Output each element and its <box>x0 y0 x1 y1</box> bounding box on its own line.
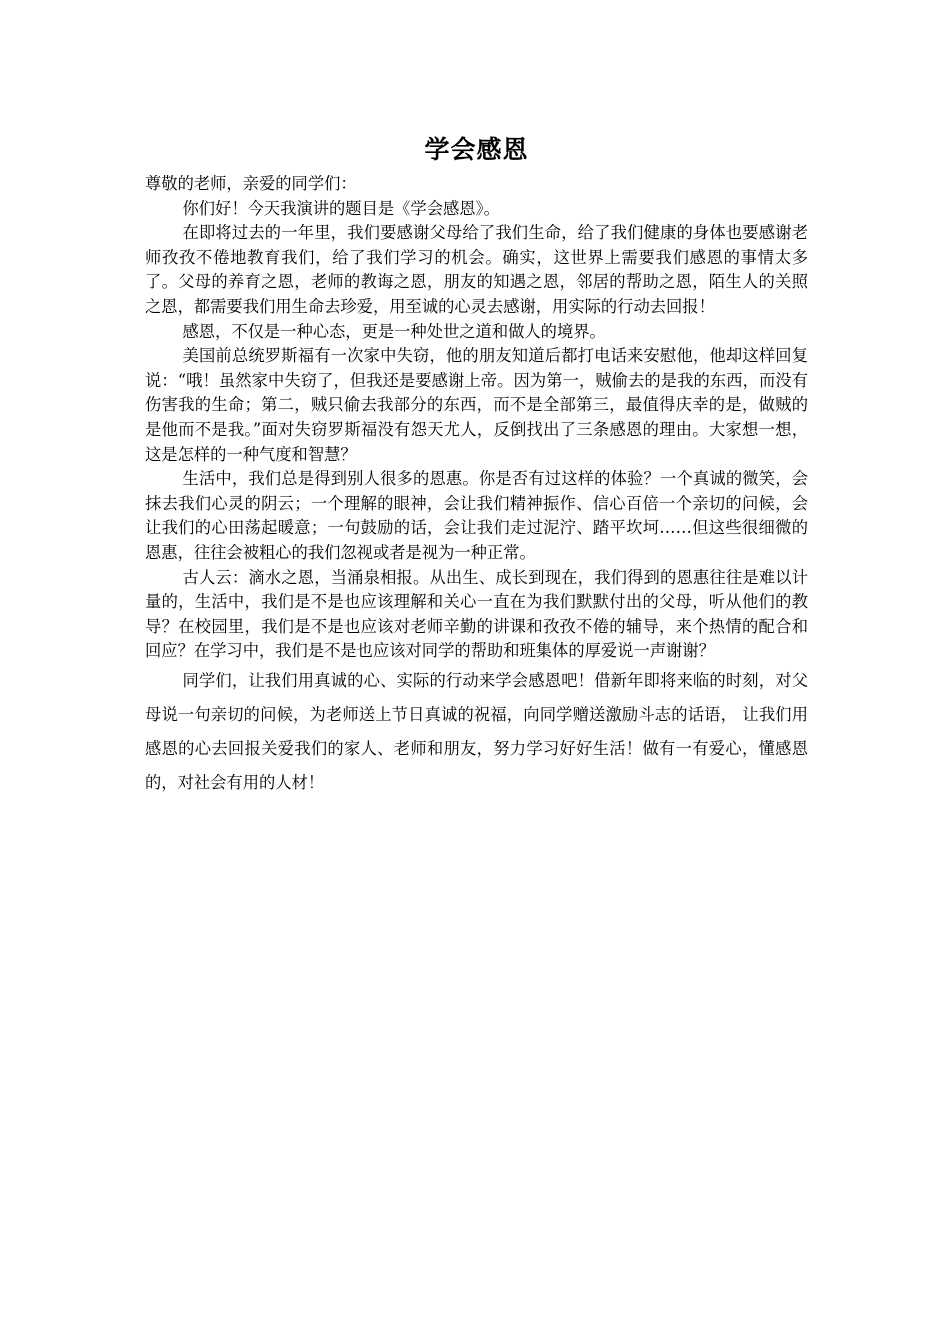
paragraph-gratitude-parents-teachers: 在即将过去的一年里，我们要感谢父母给了我们生命，给了我们健康的身体也要感谢老师孜孜不倦地教育我们，给了我们学习的机会。确实，这世界上需要我们感恩的事情太多了。父母的养育之恩，老师的教诲之恩，朋友的知遇之恩，邻居的帮助之恩，陌生人的关照之恩，都需要我们用生命去珍爱，用至诚的心灵去感谢，用实际的行动去回报！ <box>145 223 808 316</box>
paragraph-gratitude-definition: 感恩，不仅是一种心态，更是一种处世之道和做人的境界。 <box>182 321 606 341</box>
document-title: 学会感恩 <box>424 135 529 164</box>
salutation: 尊敬的老师，亲爱的同学们： <box>145 174 357 193</box>
paragraph-closing-call: 同学们，让我们用真诚的心、实际的行动来学会感恩吧！借新年即将来临的时刻，对父母说一句亲切的问候，为老师送上节日真诚的祝福，向同学赠送激励斗志的话语， 让我们用感恩的心去回报关爱我们的家人、老师和朋友，努力学习好好生活！做有一有爱心，懂感恩的，对社会有用的人材！ <box>145 670 808 792</box>
paragraph-ancient-saying: 古人云：滴水之恩，当涌泉相报。从出生、成长到现在，我们得到的恩惠往往是难以计量的，生活中，我们是不是也应该理解和关心一直在为我们默默付出的父母，听从他们的教导？在校园里，我们是不是也应该对老师辛勤的讲课和孜孜不倦的辅导，来个热情的配合和回应？在学习中，我们是不是也应该对同学的帮助和班集体的厚爱说一声谢谢？ <box>145 567 808 661</box>
paragraph-greeting: 你们好！今天我演讲的题目是《学会感恩》。 <box>182 198 500 218</box>
document-page <box>145 130 808 800</box>
paragraph-roosevelt-story: 美国前总统罗斯福有一次家中失窃，他的朋友知道后都打电话来安慰他，他却这样回复说：“哦！虽然家中失窃了，但我还是要感谢上帝。因为第一，贼偷去的是我的东西，而没有伤害我的生命；第二，贼只偷去我部分的东西，而不是全部第三，最值得庆幸的是，做贼的是他而不是我。”面对失窃罗斯福没有怨天尤人，反倒找出了三条感恩的理由。大家想一想，这是怎样的一种气度和智慧？ <box>145 346 808 464</box>
paragraph-daily-kindness: 生活中，我们总是得到别人很多的恩惠。你是否有过这样的体验？一个真诚的微笑，会抹去我们心灵的阴云；一个理解的眼神，会让我们精神振作、信心百倍一个亲切的问候，会让我们的心田荡起暖意；一句鼓励的话，会让我们走过泥泞、踏平坎坷……但这些很细微的恩惠，往往会被粗心的我们忽视或者是视为一种正常。 <box>145 469 808 562</box>
